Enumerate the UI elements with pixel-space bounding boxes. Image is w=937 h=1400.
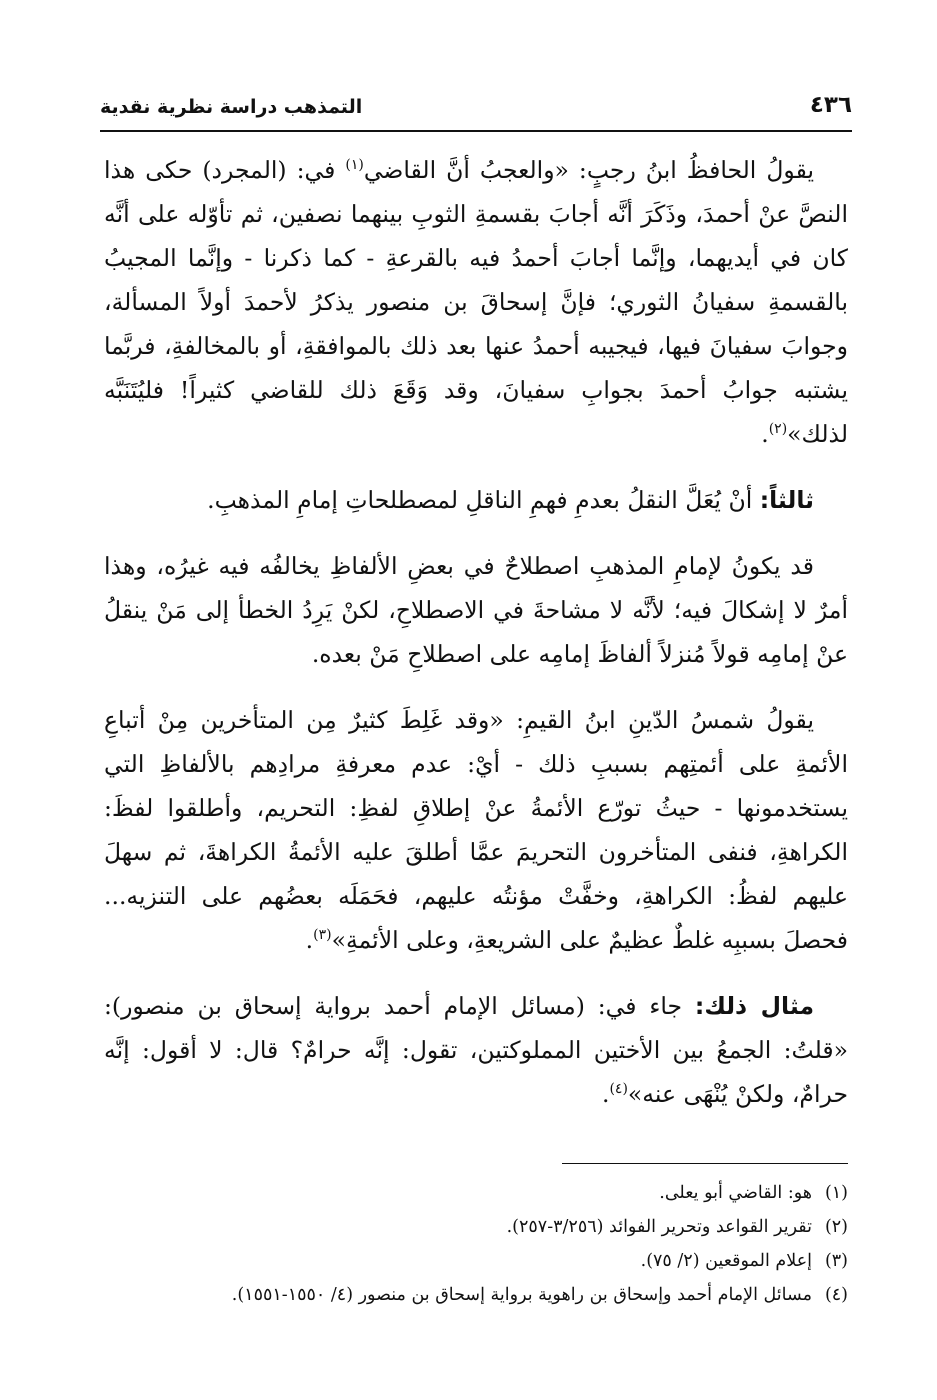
footnote-3-number: (٣) [824, 1251, 848, 1271]
paragraph-1-tail: . [761, 420, 769, 448]
paragraph-5-tail: . [601, 1080, 610, 1108]
paragraph-1-text: يقولُ الحافظُ ابنُ رجبٍ: «والعجبُ أنَّ القاضي [363, 156, 814, 184]
paragraph-2 [104, 478, 848, 522]
footnote-3-text: إعلام الموقعين (٢/ ٧٥). [640, 1251, 812, 1271]
footnote-2 [104, 1210, 848, 1244]
paragraph-1-rest: في: (المجرد) حكى هذا النصَّ عنْ أحمدَ، وذَكَرَ أنَّه أجابَ بقسمةِ الثوبِ بينهما نصفين، ثم تأوّله على أنَّه كان في أيديهما، وإنَّما أجابَ أحمدُ فيه بالقرعةِ - كما ذكرنا - وإنَّما المجيبُ بالقسمةِ سفيانُ الثوري؛ فإنَّ إسحاقَ بن منصور يذكرُ لأحمدَ أولاً المسألة، وجوابَ سفيانَ فيها، فيجيبه أحمدُ عنها بعد ذلك بالموافقةِ، أو بالمخالفةِ، فربَّما يشتبه جوابُ أحمدَ بجوابِ سفيانَ، وقد وَقَعَ ذلك للقاضي كثيراً! فليُتَنَبَّه لذلك» [104, 156, 848, 448]
footnote-4-number: (٤) [824, 1285, 848, 1305]
footnote-ref-1[interactable]: (١) [345, 157, 364, 174]
footnote-ref-2[interactable]: (٢) [768, 421, 788, 438]
footnote-4-text: مسائل الإمام أحمد وإسحاق بن راهوية برواية إسحاق بن منصور (٤/ ١٥٥٠-١٥٥١). [231, 1285, 812, 1305]
running-title: التمذهب دراسة نظرية نقدية [100, 96, 363, 118]
header-divider [100, 130, 852, 132]
footnote-1 [104, 1176, 848, 1210]
section-lead-example: مثال ذلك: [694, 992, 815, 1020]
footnote-4 [104, 1278, 848, 1312]
footnote-ref-3[interactable]: (٣) [313, 927, 332, 944]
main-text [104, 148, 848, 1116]
footnote-2-number: (٢) [824, 1217, 848, 1237]
footnote-divider [562, 1163, 848, 1164]
paragraph-5 [104, 984, 848, 1116]
paragraph-2-text: أنْ يُعَلَّ النقلُ بعدمِ فهمِ الناقلِ لمصطلحاتِ إمامِ المذهبِ. [207, 486, 760, 514]
paragraph-4 [104, 698, 848, 962]
paragraph-1 [104, 148, 848, 456]
section-lead-third: ثالثاً: [759, 486, 814, 514]
footnotes [104, 1176, 848, 1312]
footnote-1-text: هو: القاضي أبو يعلى. [659, 1183, 812, 1203]
footnote-ref-4[interactable]: (٤) [609, 1081, 628, 1098]
paragraph-3-text: قد يكونُ لإمامِ المذهبِ اصطلاحٌ في بعضِ الألفاظِ يخالفُه فيه غيرُه، وهذا أمرٌ لا إشكالَ فيه؛ لأنَّه لا مشاحةَ في الاصطلاحِ، لكنْ يَرِدُ الخطأ إلى مَنْ ينقلُ عنْ إمامِه قولاً مُنزلاً ألفاظَ إمامِه على اصطلاحِ مَنْ بعده. [104, 552, 848, 668]
footnote-3 [104, 1244, 848, 1278]
footnote-1-number: (١) [824, 1183, 848, 1203]
paragraph-4-tail: . [305, 926, 314, 954]
paragraph-3 [104, 544, 848, 676]
paragraph-5-text: جاء في: (مسائل الإمام أحمد برواية إسحاق بن منصور): «قلتُ: الجمعُ بين الأختين المملوكتين، تقول: إنَّه حرامٌ؟ قال: لا أقول: إنَّه حرامٌ، ولكنْ يُنْهَى عنه» [104, 992, 848, 1108]
paragraph-4-text: يقولُ شمسُ الدّينِ ابنُ القيمِ: «وقد غَلِطَ كثيرٌ مِن المتأخرين مِنْ أتباعِ الأئمةِ على أئمتِهم بسببِ ذلك - أيْ: عدم معرفةِ مرادِهم بالألفاظِ التي يستخدمونها - حيثُ تورّع الأئمةُ عنْ إطلاقِ لفظِ: التحريم، وأطلقوا لفظَ: الكراهةِ، فنفى المتأخرون التحريمَ عمَّا أطلقَ عليه الأئمةُ الكراهةَ، ثم سهلَ عليهم لفظُ: الكراهةِ، وخفَّتْ مؤنتُه عليهم، فحَمَلَه بعضُهم على التنزيه... فحصلَ بسببِه غلطٌ عظيمٌ على الشريعةِ، وعلى الأئمةِ» [104, 706, 848, 954]
page-number: ٤٣٦ [809, 92, 852, 118]
page-header [100, 92, 852, 126]
footnote-2-text: تقرير القواعد وتحرير الفوائد (٣/٢٥٦-٢٥٧). [506, 1217, 812, 1237]
